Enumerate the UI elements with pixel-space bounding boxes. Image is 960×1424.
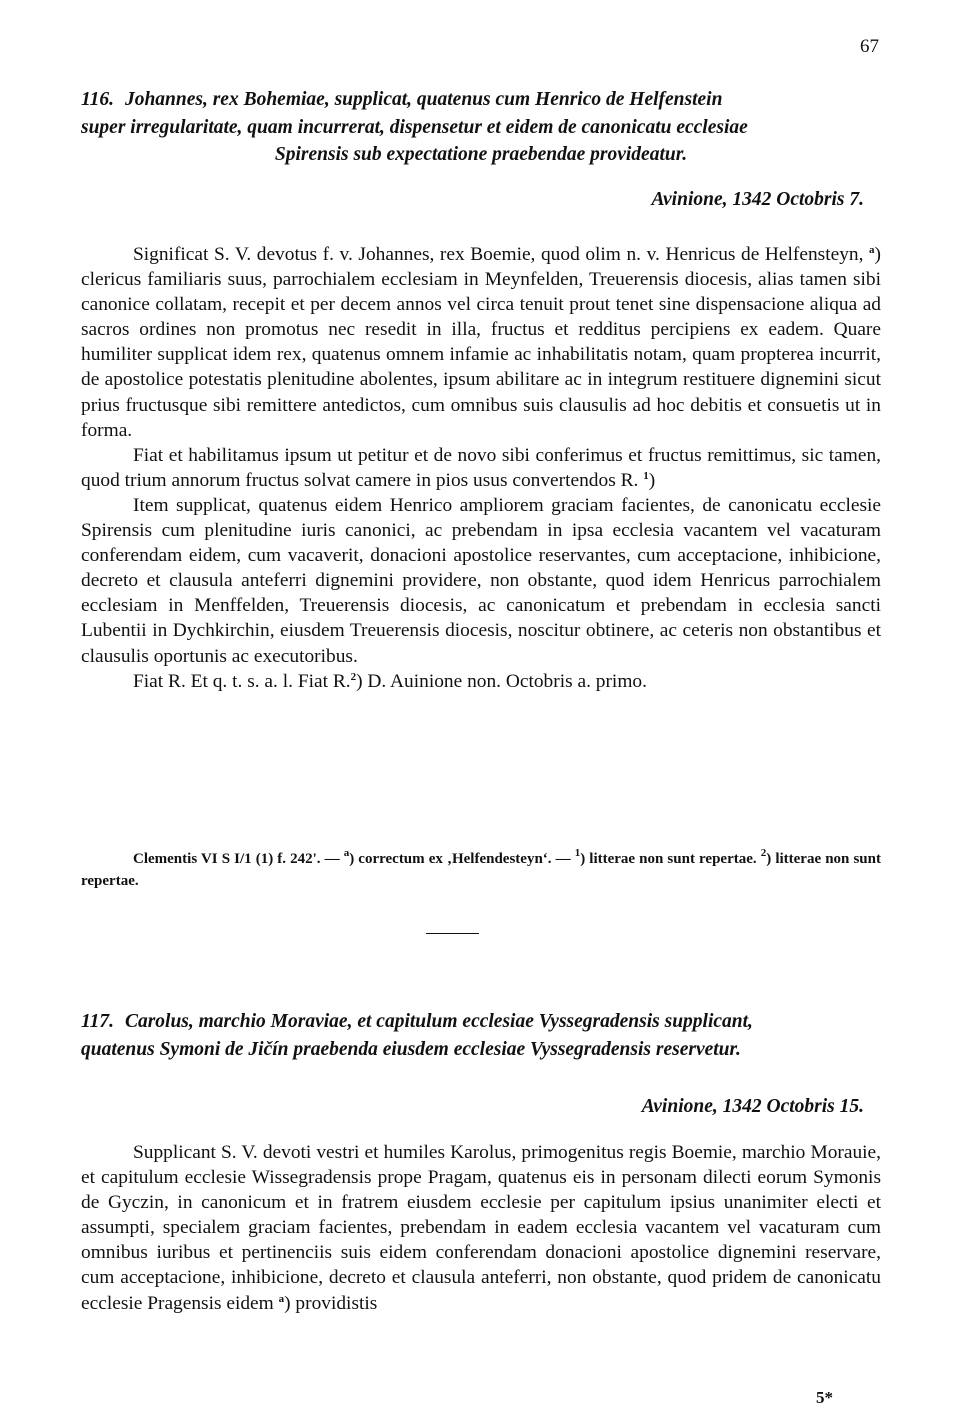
- title-line-3: Spirensis sub expectatione praebendae provideatur.: [274, 144, 688, 165]
- apparatus-notes: [81, 848, 881, 892]
- footnote-marker: 2: [350, 670, 357, 683]
- title-line-1: Carolus, marchio Moraviae, et capitulum ecclesiae Vyssegradensis supplicant,: [124, 1011, 753, 1032]
- paragraph-4: [81, 669, 881, 694]
- regest-number: 116.: [81, 89, 115, 110]
- note-text: ) litterae non sunt repertae.: [81, 851, 881, 889]
- separator-rule: [426, 933, 479, 934]
- regest-116: [81, 86, 881, 211]
- signature-mark: 5*: [816, 1388, 833, 1407]
- dateline: Avinione, 1342 Octobris 7.: [651, 188, 864, 210]
- paragraph-text: ): [648, 469, 656, 491]
- footnote-marker: a: [343, 847, 350, 859]
- note-text: Clementis VI S I/1 (1) f. 242'. —: [133, 851, 344, 867]
- paragraph-text: Fiat et habilitamus ipsum ut petitur et de novo sibi conferimus et fructus remittimus, sic tamen, quod trium annorum fructus solvat camere in pios usus convertendos R.: [81, 444, 881, 491]
- footnote-marker: a: [278, 1292, 285, 1305]
- title-line-1: Johannes, rex Bohemiae, supplicat, quatenus cum Henrico de Helfenstein: [124, 89, 723, 110]
- paragraph-1: [81, 242, 881, 443]
- notes-text: [81, 848, 881, 892]
- footnote-marker: 1: [574, 847, 581, 859]
- paragraph-1: [81, 1140, 881, 1316]
- note-text: ) correctum ex ‚Helfendesteyn‘. —: [349, 851, 575, 867]
- footnote-marker: 1: [643, 469, 649, 482]
- paragraph-2: [81, 443, 881, 493]
- title-line-2: super irregularitate, quam incurrerat, dispensetur et eidem de canonicatu ecclesiae: [81, 116, 748, 138]
- title-line-2: quatenus Symoni de Jičín praebenda eiusdem ecclesiae Vyssegradensis reservetur.: [81, 1038, 741, 1060]
- footnote-marker: 2: [760, 847, 767, 859]
- regest-number: 117.: [81, 1011, 115, 1032]
- paragraph-text: ) providistis: [284, 1292, 378, 1314]
- paragraph-text: ) D. Auinione non. Octobris a. primo.: [356, 670, 647, 692]
- regest-116-body: [81, 242, 881, 694]
- paragraph-3: Item supplicat, quatenus eidem Henrico ampliorem graciam facientes, de canonicatu ecclesie Spirensis cum plenitudine iuris canonici, ac prebendam in ipsa ecclesia vacantem vel vacaturam conferendam eidem, cum vacaverit, donacioni apostolice reservantes, cum acceptacione, inhibicione, decreto et clausula anteferri dignemini providere, non obstante, quod idem Henricus parrochialem ecclesiam in Menffelden, Treuerensis diocesis, ac canonicatum et prebendam in ecclesia sancti Lubentii in Dychkirchin, eiusdem Treuerensis diocesis, noscitur obtinere, ac ceteris non obstantibus et clausulis oportunis ac executoribus.: [81, 494, 881, 667]
- footnote-marker: a: [869, 244, 875, 256]
- page-number: 67: [860, 36, 879, 57]
- regest-117-title: [81, 1008, 881, 1063]
- paragraph-text: Supplicant S. V. devoti vestri et humiles Karolus, primogenitus regis Boemie, marchio Morauie, et capitulum ecclesie Wissegradensis prope Pragam, quatenus eis in personam dilecti eorum Symonis de Gyczin, in canonicum et in fratrem eiusdem ecclesie per capitulum ipsius unanimiter electi et assumpti, specialem graciam facientes, prebendam in eadem ecclesia vacantem vel vacaturam cum omnibus iuribus et pertinenciis suis eidem conferendam donacioni apostolice dignemini reservare, cum acceptacione, inhibicione, decreto et clausula anteferri, non obstante, quod pridem de canonicatu ecclesie Pragensis eidem: [81, 1142, 881, 1314]
- dateline: Avinione, 1342 Octobris 15.: [641, 1096, 864, 1117]
- regest-117: [81, 1008, 881, 1118]
- regest-117-body: [81, 1140, 881, 1316]
- paragraph-text: Significat S. V. devotus f. v. Johannes, rex Boemie, quod olim n. v. Henricus de Helfensteyn,: [133, 244, 864, 265]
- note-text: ) litterae non sunt repertae.: [580, 851, 761, 867]
- paragraph-text: Fiat R. Et q. t. s. a. l. Fiat R.: [133, 670, 351, 692]
- regest-116-title: [81, 86, 881, 169]
- paragraph-text: ) clericus familiaris suus, parrochialem ecclesiam in Meynfelden, Treuerensis diocesis, alias tamen sibi canonice collatam, recepit et per decem annos vel circa tenuit prout tenet sine dispensacione aliqua ad sacros ordines non promotus nec resedit in illa, fructus et redditus percipiens ex eadem. Quare humiliter supplicat idem rex, quatenus omnem infamie ac inhabilitatis notam, quam propterea incurrit, de apostolice potestatis plenitudine abolentes, ipsum abilitare ac in integrum restituere dignemini sicut prius fructusque sibi remittere antedictos, cum omnibus suis clausulis ad hoc debitis et consuetis ut in forma.: [81, 244, 881, 441]
